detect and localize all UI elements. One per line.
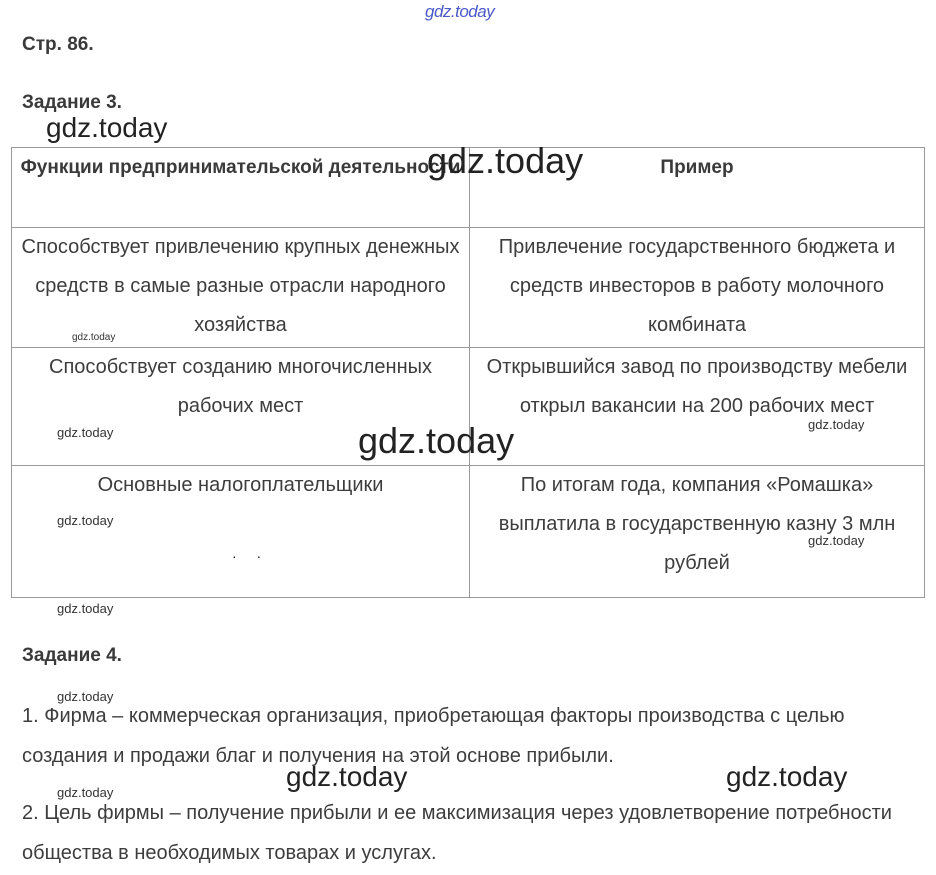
watermark: gdz.today (57, 689, 114, 704)
functions-table (11, 147, 925, 598)
column-header-function: Функции предпринимательской деятельности (12, 148, 470, 228)
watermark: gdz.today (57, 425, 114, 440)
column-header-example: Пример (470, 148, 925, 228)
table-row (12, 228, 925, 348)
watermark: gdz.today (808, 417, 865, 432)
watermark: gdz.today (358, 420, 515, 461)
function-cell: Способствует созданию многочисленных рабочих мест (12, 348, 470, 466)
task4-item: 2. Цель фирмы – получение прибыли и ее максимизация через удовлетворение потребности общества в необходимых товарах и услугах. (22, 802, 892, 864)
watermark: gdz.today (808, 533, 865, 548)
function-cell: Основные налогоплательщики (12, 466, 470, 598)
site-logo[interactable]: gdz.today (425, 2, 495, 21)
task4-item: 1. Фирма – коммерческая организация, приобретающая факторы производства с целью создания и продажи благ и получения на этой основе прибыли. (22, 705, 845, 767)
task4-title: Задание 4. (22, 645, 122, 666)
example-cell: По итогам года, компания «Ромашка» выплатила в государственную казну 3 млн рублей (470, 466, 925, 598)
scan-artifact: · · (232, 548, 270, 564)
watermark: gdz.today (57, 513, 114, 528)
watermark: gdz.today (427, 140, 584, 181)
watermark: gdz.today (57, 601, 114, 616)
watermark: gdz.today (57, 785, 114, 800)
page-reference: Стр. 86. (22, 34, 94, 55)
watermark: gdz.today (726, 761, 848, 792)
example-cell: Открывшийся завод по производству мебели открыл вакансии на 200 рабочих мест (470, 348, 925, 466)
watermark: gdz.today (286, 761, 408, 792)
watermark: gdz.today (46, 112, 168, 143)
task3-title: Задание 3. (22, 92, 122, 113)
example-cell: Привлечение государственного бюджета и средств инвесторов в работу молочного комбината (470, 228, 925, 348)
watermark: gdz.today (72, 332, 116, 343)
table-row (12, 466, 925, 598)
function-cell: Способствует привлечению крупных денежных средств в самые разные отрасли народного хозяйства (12, 228, 470, 348)
